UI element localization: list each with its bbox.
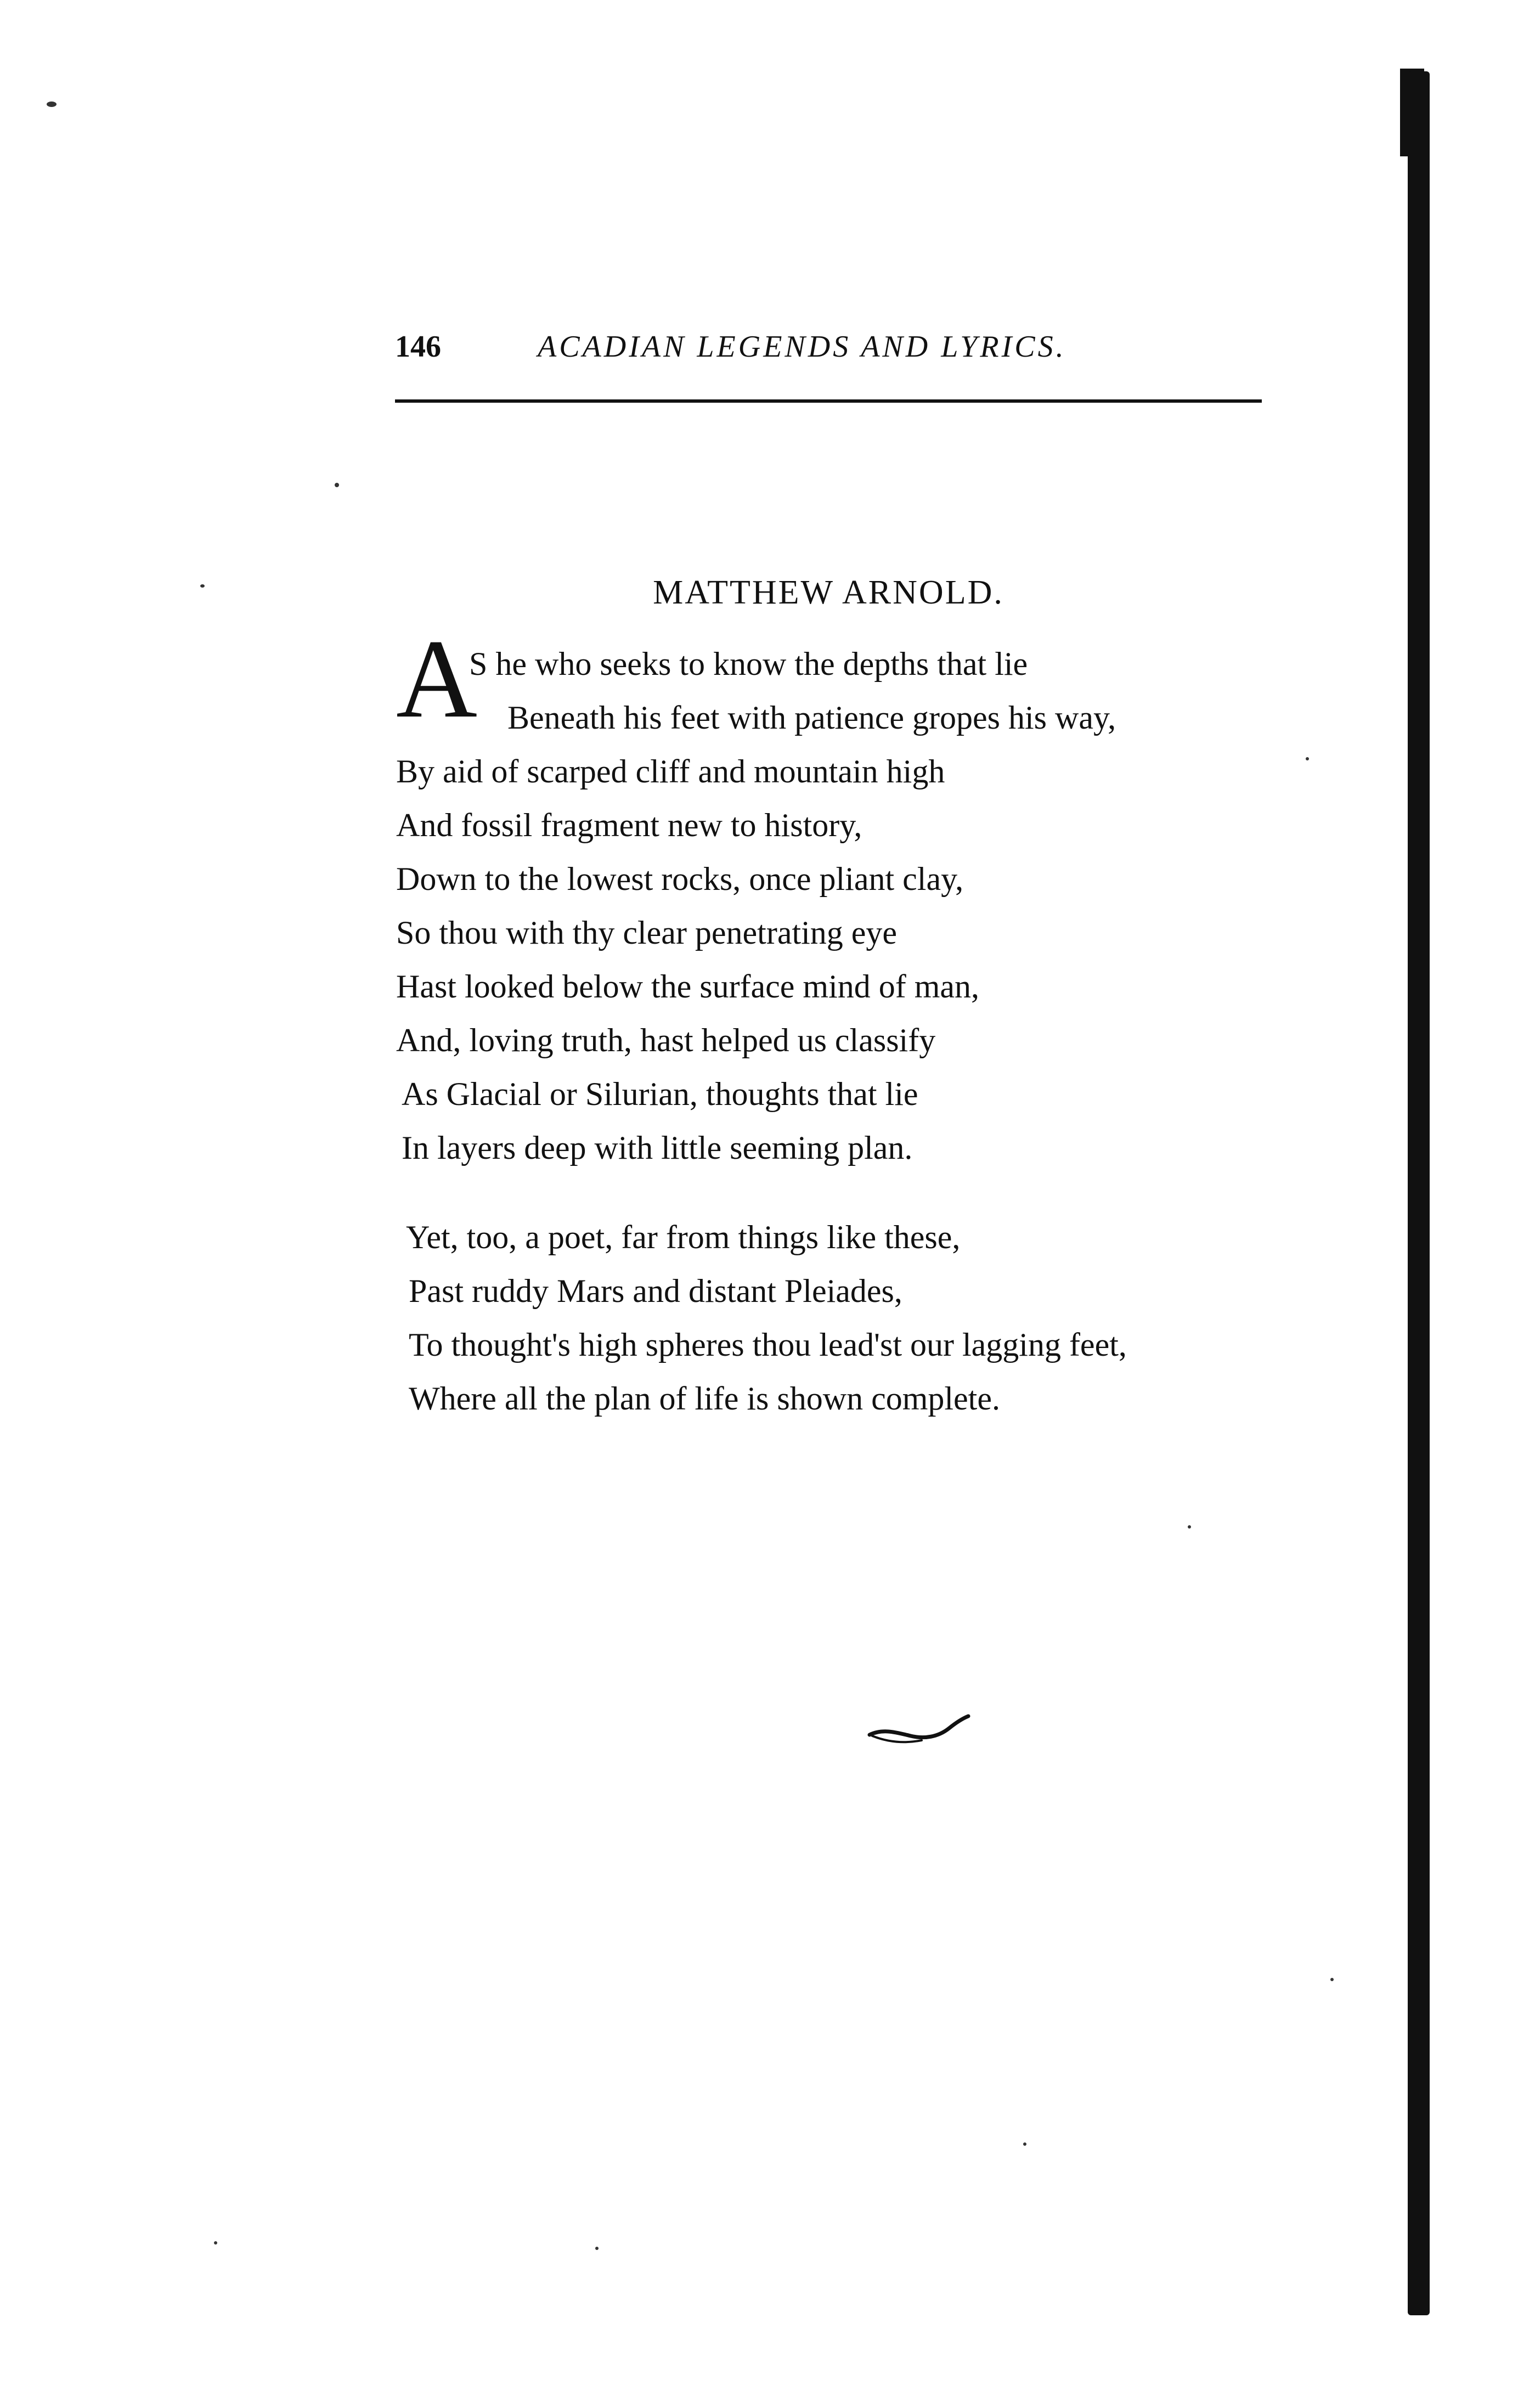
scan-speck [1023, 2142, 1026, 2146]
poem-line: And fossil fragment new to history, [396, 807, 862, 843]
running-title: ACADIAN LEGENDS AND LYRICS. [538, 330, 1066, 364]
poem-line: Hast looked below the surface mind of man, [396, 968, 980, 1005]
poem-line: And, loving truth, hast helped us classify [396, 1022, 936, 1058]
scan-speck [200, 584, 205, 588]
scan-speck [1330, 1978, 1334, 1981]
poem-line: Yet, too, a poet, far from things like these, [406, 1219, 961, 1255]
scan-speck [214, 2241, 217, 2245]
page-number: 146 [395, 330, 441, 364]
drop-cap: A [396, 617, 478, 741]
binding-edge-shadow [1408, 71, 1430, 2315]
poem-title: MATTHEW ARNOLD. [653, 574, 1004, 611]
poem-line: Down to the lowest rocks, once pliant clay, [396, 861, 964, 897]
scan-speck [335, 483, 339, 487]
poem-line: In layers deep with little seeming plan. [402, 1130, 913, 1166]
poem-line: S he who seeks to know the depths that lie [469, 646, 1028, 682]
poem-line: Beneath his feet with patience gropes his way, [507, 700, 1116, 736]
poem-line: Where all the plan of life is shown complete. [409, 1380, 1000, 1417]
header-rule [395, 399, 1262, 403]
poem-line: Past ruddy Mars and distant Pleiades, [409, 1273, 902, 1309]
scan-speck [1306, 757, 1309, 760]
poem-line: To thought's high spheres thou lead'st our lagging feet, [409, 1327, 1127, 1363]
poem-line: As Glacial or Silurian, thoughts that lie [402, 1076, 918, 1112]
scan-speck [595, 2247, 599, 2250]
poem-line: So thou with thy clear penetrating eye [396, 915, 898, 951]
tailpiece-ornament-icon [867, 1712, 977, 1756]
scan-speck [47, 101, 57, 107]
page-header [395, 329, 1262, 368]
poem-line: By aid of scarped cliff and mountain high [396, 753, 945, 789]
scan-speck [1188, 1525, 1191, 1529]
